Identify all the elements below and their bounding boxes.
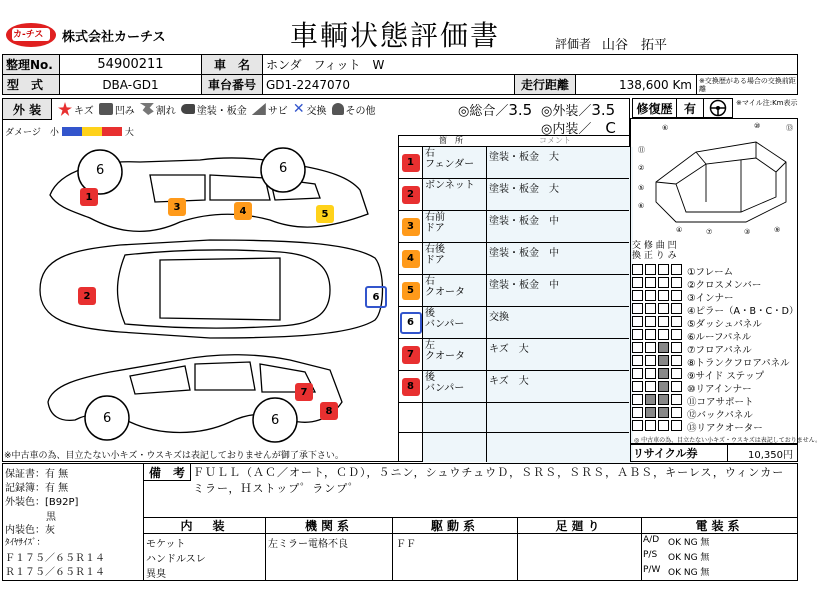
svg-text:⑦: ⑦ (706, 228, 713, 236)
remarks-text: ＦＵＬＬ（ＡＣ／オート，ＣＤ），５ニン，シュウチュウＤ，ＳＲＳ，ＳＲＳ，ＡＢＳ，キーレス，ウィンカーミラー，Ｈストップ゜ランプ゜ (193, 466, 785, 495)
legend-other: その他 (332, 102, 376, 117)
frame-check-cell (645, 264, 656, 275)
frame-check-cell (632, 368, 643, 379)
frame-item-label: ⑨サイド ステップ (687, 371, 765, 382)
exterior-color-row: 外装色：[B92P] (5, 497, 79, 508)
legend (58, 101, 376, 117)
interior-score: C (605, 119, 616, 137)
scratch-icon (58, 102, 72, 116)
rust-icon (252, 103, 266, 115)
dent-icon (99, 103, 113, 115)
frame-check-cell (658, 290, 669, 301)
crack-icon (140, 103, 154, 115)
frame-check-cell (645, 355, 656, 366)
comment-row-empty (399, 402, 629, 432)
damage-marker-7: 7 (295, 383, 313, 401)
replace-icon: ✕ (292, 101, 305, 117)
legend-paint: 塗装・板金 (181, 102, 247, 117)
damage-marker-2: 2 (78, 287, 96, 305)
frame-diagram (636, 122, 796, 238)
frame-check-cell (645, 316, 656, 327)
recycle-value: 10,350円 (727, 444, 798, 462)
wheel-number: 6 (271, 413, 280, 428)
steering-icon-box (703, 98, 733, 118)
frame-check-cell (632, 394, 643, 405)
frame-item-label: ⑫バックパネル (687, 410, 753, 421)
frame-check-cell (645, 290, 656, 301)
frame-item-label: ⑧トランクフロアパネル (687, 358, 790, 369)
frame-check-cell (645, 277, 656, 288)
frame-check-cell (671, 342, 682, 353)
frame-check-cell (632, 303, 643, 314)
frame-check-cell (658, 368, 669, 379)
legend-replace: ✕ 交換 (292, 101, 327, 117)
frame-item-label: ⑬リアクオーター (687, 423, 763, 434)
frame-check-cell (632, 355, 643, 366)
frame-item-label: ②クロスメンバー (687, 280, 762, 291)
section-electrical: 電装系 (641, 517, 798, 534)
comment-row: 1 右 フェンダー 塗装・板金 大 (399, 146, 629, 178)
damage-marker-8: 8 (320, 402, 338, 420)
warranty-row: 保証書：有 無 (5, 469, 69, 480)
frame-check-cell (645, 407, 656, 418)
comment-row: 4 右後 ドア 塗装・板金 中 (399, 242, 629, 274)
logo-text: カ-チス (13, 30, 44, 40)
frame-check-cell (658, 329, 669, 340)
electrical-pw: P/W OK NG 無 (643, 565, 710, 578)
exterior-score: 3.5 (591, 101, 616, 119)
score-exterior: ◎外装／3.5 (541, 101, 616, 119)
comment-row: 8 後 バンパー キズ 大 (399, 370, 629, 402)
legend-scratch: キズ (58, 102, 94, 117)
frame-item-label: ①フレーム (687, 267, 734, 278)
frame-check-cell (632, 381, 643, 392)
legend-dent: 凹み (99, 102, 135, 117)
engine-note: 左ミラー電格不良 (268, 539, 348, 550)
frame-check-cell (671, 381, 682, 392)
car-name: ホンダ フィット W (262, 54, 798, 75)
paint-icon (181, 104, 195, 114)
record-row: 記録簿：有 無 (5, 483, 69, 494)
damage-marker-1: 1 (80, 188, 98, 206)
seiri-no: 54900211 (59, 54, 202, 75)
damage-marker-6: 6 (365, 286, 387, 308)
wheel-number: 6 (279, 161, 288, 176)
frame-item-label: ⑥ルーフパネル (687, 332, 752, 343)
svg-text:④: ④ (676, 226, 683, 234)
frame-item-label: ⑪コアサポート (687, 397, 754, 408)
frame-check-cell (632, 316, 643, 327)
section-interior: 内 装 (143, 517, 266, 534)
frame-item-label: ⑤ダッシュパネル (687, 319, 762, 330)
frame-item-label: ④ピラー（A・B・C・D） (687, 306, 799, 317)
comment-row: 6 後 バンパー 交換 (399, 306, 629, 338)
tire-label: ﾀｲﾔｻｲｽﾞ： (5, 538, 46, 548)
frame-check-cell (671, 290, 682, 301)
interior-note: 異臭 (146, 569, 166, 580)
frame-check-cell (632, 342, 643, 353)
mile-note: ※マイル注:Km表示 (736, 99, 798, 107)
evaluator-name: 山谷 拓平 (602, 38, 668, 53)
interior-color-value: 灰 (45, 525, 55, 536)
frame-check-cell (658, 303, 669, 314)
recycle-label: リサイクル券 (630, 444, 728, 462)
frame-check-cell (671, 329, 682, 340)
document-title: 車輌状態評価書 (290, 19, 501, 52)
chassis-value: GD1-2247070 (262, 74, 515, 95)
record-value: 有 無 (45, 483, 69, 494)
frame-check-cell (645, 420, 656, 431)
frame-check-cell (632, 420, 643, 431)
frame-check-cell (645, 394, 656, 405)
frame-check-cell (658, 381, 669, 392)
steering-wheel-icon (709, 99, 727, 117)
ok-ng-value: OK NG 無 (668, 568, 710, 578)
damage-scale: ダメージ 小 大 (5, 128, 134, 138)
svg-text:⑥: ⑥ (662, 124, 669, 132)
frame-check-cell (658, 420, 669, 431)
tire-front: Ｆ１７５／６５Ｒ１４ (5, 553, 105, 564)
electrical-ad: A/D OK NG 無 (643, 535, 710, 548)
svg-text:⑩: ⑩ (754, 122, 761, 130)
frame-check-cell (671, 303, 682, 314)
comment-row: 3 右前 ドア 塗装・板金 中 (399, 210, 629, 242)
damage-marker-5: 5 (316, 205, 334, 223)
svg-text:⑤: ⑤ (638, 184, 645, 192)
frame-check-cell (671, 368, 682, 379)
frame-check-cell (658, 407, 669, 418)
frame-item-label: ⑦フロアパネル (687, 345, 752, 356)
electrical-ps: P/S OK NG 無 (643, 550, 710, 563)
wheel-number: 6 (96, 163, 105, 178)
warranty-value: 有 無 (45, 469, 69, 480)
frame-check-cell (658, 277, 669, 288)
exterior-label: 外 装 (2, 98, 52, 120)
frame-footnote: ◎ 中古車の為、目立たない小キズ・ウスキズは表記しておりません。 (634, 437, 821, 444)
damage-marker-3: 3 (168, 198, 186, 216)
mileage-value: 138,600 Km (575, 74, 697, 95)
wheel-number: 6 (103, 411, 112, 426)
frame-item-label: ⑩リアインナー (687, 384, 752, 395)
seiri-label: 整理No. (2, 54, 60, 75)
tire-rear: Ｒ１７５／６５Ｒ１４ (5, 567, 105, 578)
frame-check-cell (632, 277, 643, 288)
interior-color-row: 内装色：灰 (5, 525, 55, 536)
comment-row: 7 左 クオータ キズ 大 (399, 338, 629, 370)
frame-check-cell (632, 264, 643, 275)
frame-check-cell (658, 316, 669, 327)
svg-text:⑥: ⑥ (638, 202, 645, 210)
section-drive: 駆動系 (392, 517, 518, 534)
frame-check-cell (645, 303, 656, 314)
frame-check-cell (671, 394, 682, 405)
comment-row-empty (399, 432, 629, 461)
model-value: DBA-GD1 (59, 74, 202, 95)
mileage-label: 走行距離 (514, 74, 576, 95)
repair-label: 修復歴 (632, 98, 677, 118)
frame-check-cell (671, 316, 682, 327)
suspension-cell (517, 533, 642, 581)
section-engine: 機関系 (265, 517, 393, 534)
frame-check-cell (632, 407, 643, 418)
interior-note: モケット (146, 539, 186, 550)
section-suspension: 足廻り (517, 517, 642, 534)
frame-col-header: 交 修 曲 凹 換 正 り み (632, 241, 677, 261)
model-label: 型 式 (2, 74, 60, 95)
wheel-group (78, 148, 305, 442)
comment-table (398, 135, 630, 462)
legend-crack: 割れ (140, 102, 176, 117)
frame-check-cell (645, 329, 656, 340)
comment-row: 2 ボンネット 塗装・板金 大 (399, 178, 629, 210)
car-name-label: 車 名 (201, 54, 263, 75)
exterior-color-value: 黒 (46, 512, 56, 523)
frame-check-cell (645, 381, 656, 392)
repair-value: 有 (676, 98, 704, 118)
color-code: [B92P] (45, 497, 79, 508)
drive-note: ＦＦ (396, 539, 416, 550)
frame-check-cell (671, 355, 682, 366)
ok-ng-value: OK NG 無 (668, 538, 710, 548)
frame-check-cell (671, 264, 682, 275)
frame-check-cell (658, 264, 669, 275)
svg-text:③: ③ (744, 228, 751, 236)
score-total: ◎総合／3.5 (458, 101, 533, 119)
comment-header: 箇 所 コメント (439, 136, 571, 145)
frame-check-cell (658, 342, 669, 353)
legend-rust: サビ (252, 102, 288, 117)
frame-check-cell (658, 394, 669, 405)
ok-ng-value: OK NG 無 (668, 553, 710, 563)
frame-check-cell (645, 368, 656, 379)
damage-marker-4: 4 (234, 202, 252, 220)
total-score: 3.5 (508, 101, 533, 119)
frame-check-cell (632, 290, 643, 301)
chassis-label: 車台番号 (201, 74, 263, 95)
interior-note: ハンドルスレ (146, 554, 206, 565)
other-icon (332, 103, 344, 115)
company-name: 株式会社カーチス (62, 30, 166, 45)
remarks-label: 備 考 (143, 463, 191, 481)
svg-text:⑨: ⑨ (774, 226, 781, 234)
frame-item-label: ③インナー (687, 293, 734, 304)
svg-text:②: ② (638, 164, 645, 172)
evaluator-label: 評価者 (555, 37, 592, 51)
mileage-note: ※交換歴がある場合の交換前距離 (696, 74, 798, 95)
frame-check-cell (671, 420, 682, 431)
company-logo (4, 20, 58, 48)
frame-check-cell (632, 329, 643, 340)
score-interior: ◎内装／ C (541, 119, 616, 137)
frame-check-cell (671, 407, 682, 418)
damage-scale-bar (62, 127, 122, 136)
frame-check-cell (671, 277, 682, 288)
svg-text:⑬: ⑬ (786, 124, 793, 132)
comment-row: 5 右 クオータ 塗装・板金 中 (399, 274, 629, 306)
svg-text:⑪: ⑪ (638, 146, 645, 154)
frame-check-cell (645, 342, 656, 353)
frame-check-cell (658, 355, 669, 366)
footnote: ※中古車の為、目立たない小キズ・ウスキズは表記しておりませんが御了承下さい。 (4, 451, 344, 461)
